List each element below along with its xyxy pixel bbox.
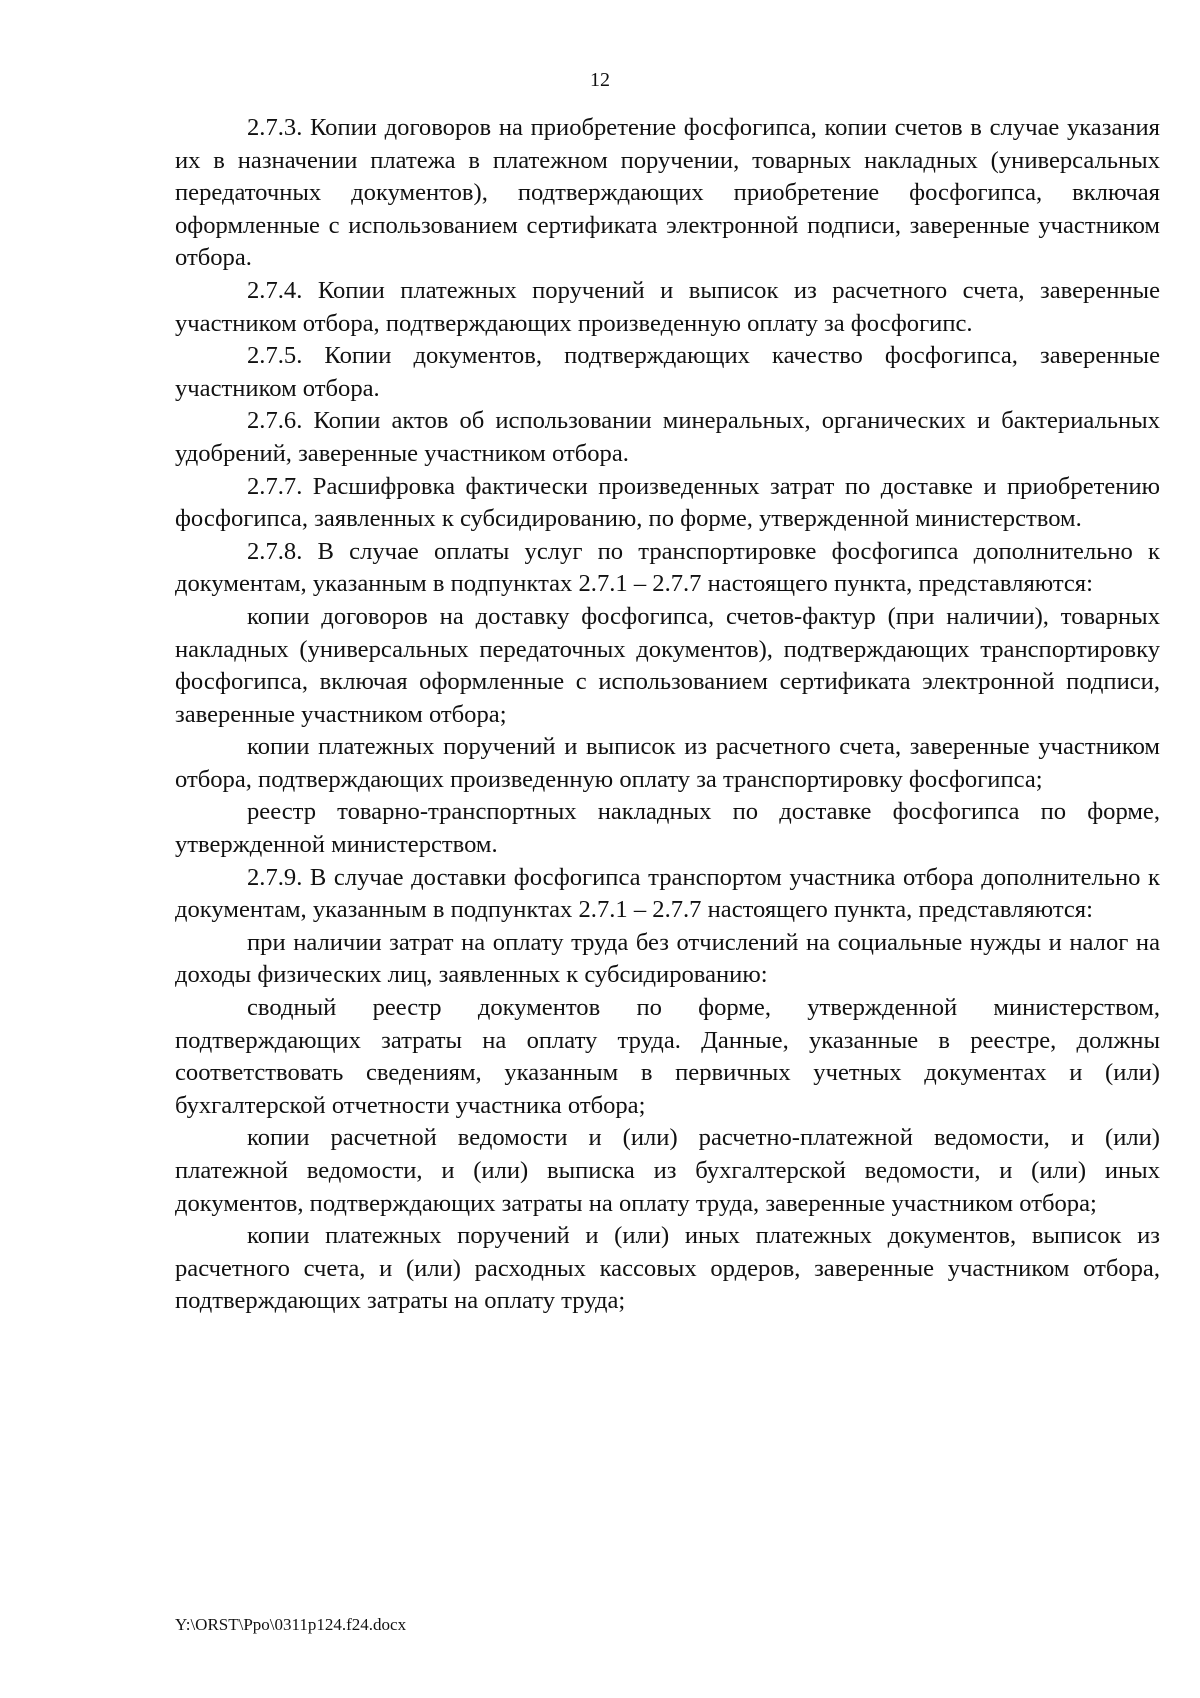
paragraph-2-7-9: 2.7.9. В случае доставки фосфогипса транспортом участника отбора дополнительно к документам, указанным в подпунктах 2.7.1 – 2.7.7 настоящего пункта, представляются:: [175, 863, 1160, 924]
page-number: 12: [590, 69, 610, 91]
paragraph-2-7-8: 2.7.8. В случае оплаты услуг по транспортировке фосфогипса дополнительно к документам, указанным в подпунктах 2.7.1 – 2.7.7 настоящего пункта, представляются:: [175, 537, 1160, 598]
document-body: [175, 112, 1160, 1318]
footer-file-path: Y:\ORST\Ppo\0311p124.f24.docx: [175, 1615, 407, 1634]
paragraph-2-7-9-item-1: при наличии затрат на оплату труда без отчислений на социальные нужды и налог на доходы физических лиц, заявленных к субсидированию:: [175, 928, 1160, 989]
paragraph-2-7-8-item-3: реестр товарно-транспортных накладных по доставке фосфогипса по форме, утвержденной министерством.: [175, 798, 1160, 859]
paragraph-2-7-4: 2.7.4. Копии платежных поручений и выписок из расчетного счета, заверенные участником отбора, подтверждающих произведенную оплату за фосфогипс.: [175, 276, 1160, 337]
paragraph-2-7-9-item-4: копии платежных поручений и (или) иных платежных документов, выписок из расчетного счета, и (или) расходных кассовых ордеров, заверенные участником отбора, подтверждающих затраты на оплату труда;: [175, 1222, 1160, 1315]
paragraph-2-7-8-item-1: копии договоров на доставку фосфогипса, счетов-фактур (при наличии), товарных накладных (универсальных передаточных документов), подтверждающих транспортировку фосфогипса, включая оформленные с использованием сертификата электронной подписи, заверенные участником отбора;: [175, 602, 1160, 728]
paragraph-2-7-5: 2.7.5. Копии документов, подтверждающих качество фосфогипса, заверенные участником отбора.: [175, 342, 1160, 402]
paragraph-2-7-8-item-2: копии платежных поручений и выписок из расчетного счета, заверенные участником отбора, подтверждающих произведенную оплату за транспортировку фосфогипса;: [175, 733, 1160, 793]
paragraph-2-7-3: 2.7.3. Копии договоров на приобретение фосфогипса, копии счетов в случае указания их в назначении платежа в платежном поручении, товарных накладных (универсальных передаточных документов), подтверждающих приобретение фосфогипса, включая оформленные с использованием сертификата электронной подписи, заверенные участником отбора.: [175, 114, 1160, 272]
paragraph-2-7-6: 2.7.6. Копии актов об использовании минеральных, органических и бактериальных удобрений, заверенные участником отбора.: [175, 407, 1160, 467]
paragraph-2-7-9-item-3: копии расчетной ведомости и (или) расчетно-платежной ведомости, и (или) платежной ведомости, и (или) выписка из бухгалтерской ведомости, и (или) иных документов, подтверждающих затраты на оплату труда, заверенные участником отбора;: [175, 1124, 1160, 1217]
paragraph-2-7-9-item-2: сводный реестр документов по форме, утвержденной министерством, подтверждающих затраты на оплату труда. Данные, указанные в реестре, должны соответствовать сведениям, указанным в первичных учетных документах и (или) бухгалтерской отчетности участника отбора;: [175, 994, 1160, 1119]
paragraph-2-7-7: 2.7.7. Расшифровка фактически произведенных затрат по доставке и приобретению фосфогипса, заявленных к субсидированию, по форме, утвержденной министерством.: [175, 472, 1160, 533]
